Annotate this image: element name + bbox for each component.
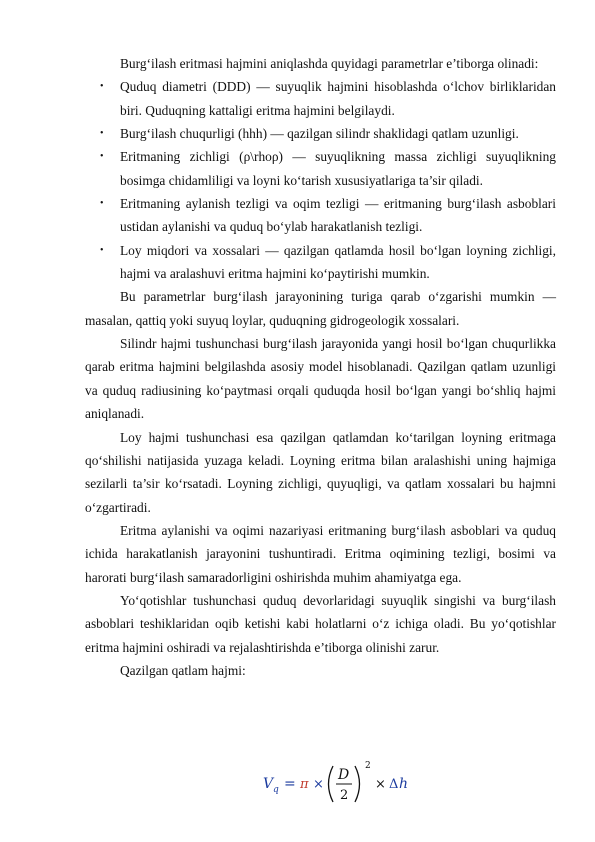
clay-volume-paragraph: Loy hajmi tushunchasi esa qazilgan qatlamdan ko‘tarilgan loyning eritmaga qo‘shilishi natijasida yuzaga keladi. Loyning eritma bilan aralashishi uning hajmiga sezilarli ta’sir ko‘rsatadi. Loyning zichligi, quyuqligi, va qatlam xossalari bu hajmni o‘zgartiradi. [85, 429, 556, 515]
list-item [85, 239, 556, 286]
right-paren-icon [355, 766, 360, 802]
parameter-list [85, 75, 556, 285]
list-item-text: Loy miqdori va xossalari — qazilgan qatlamda hosil bo‘lgan loyning zichligi, hajmi va aralashuvi eritma hajmini ko‘paytirishi mumkin. [120, 242, 556, 282]
list-item [85, 145, 556, 192]
cylinder-volume-paragraph: Silindr hajmi tushunchasi burg‘ilash jarayonida yangi hosil bo‘lgan chuqurlikka qarab eritma hajmini belgilashda asosiy model hisoblanadi. Qazilgan qatlam uzunligi va quduq radiusining ko‘paytmasi orqali quduqda hosil bo‘lgan yangi bo‘shliq hajmi aniqlanadi. [85, 336, 556, 422]
bullet-icon: • [100, 151, 104, 163]
formula-delta: Δ [389, 777, 399, 792]
list-item [85, 192, 556, 239]
formula-exponent: 2 [365, 761, 371, 771]
losses-paragraph: Yo‘qotishlar tushunchasi quduq devorlaridagi suyuqlik singishi va burg‘ilash asboblari teshiklaridan oqib ketishi kabi holatlarni o‘z ichiga oladi. Bu yo‘qotishlar eritma hajmini oshiradi va rejalashtirishda e’tiborga olinishi zarur. [85, 592, 556, 655]
formula-equals: = [284, 776, 296, 792]
formula-times-2: × [375, 777, 386, 792]
list-item [85, 75, 556, 122]
formula-times-1: × [313, 777, 324, 792]
bullet-icon: • [100, 81, 104, 93]
list-item-text: Burg‘ilash chuqurligi (hhh) — qazilgan silindr shaklidagi qatlam uzunligi. [120, 126, 519, 142]
list-item-text: Eritmaning aylanish tezligi va oqim tezligi — eritmaning burg‘ilash asboblari ustidan aylanishi va quduq bo‘ylab harakatlanish tezligi. [120, 196, 556, 235]
formula-lhs: V [263, 776, 274, 792]
formula-pi: π [300, 777, 309, 792]
document-body [85, 52, 556, 682]
formula-h: h [399, 776, 409, 792]
parameters-note-paragraph: Bu parametrlar burg‘ilash jarayonining turiga qarab o‘zgarishi mumkin — masalan, qattiq yoki suyuq loylar, quduqning gidrogeologik xossalari. [85, 289, 556, 328]
left-paren-icon [329, 766, 334, 802]
list-item [85, 122, 556, 145]
formula-numerator: D [338, 767, 350, 783]
list-item-text: Quduq diametri (DDD) — suyuqlik hajmini hisoblashda o‘lchov birliklaridan biri. Quduqning kattaligi eritma hajmini belgilaydi. [120, 79, 556, 118]
formula-lhs-subscript: q [273, 785, 279, 795]
formula-denominator: 2 [340, 788, 349, 803]
circulation-paragraph: Eritma aylanishi va oqimi nazariyasi eritmaning burg‘ilash asboblari va quduq ichida harakatlanish jarayonini tushuntiradi. Eritma oqimining tezligi, bosimi va harorati burg‘ilash samaradorligini oshirishda muhim ahamiyatga ega. [85, 522, 556, 585]
bullet-icon: • [100, 198, 104, 210]
list-item-text: Eritmaning zichligi (ρ\rhoρ) — suyuqlikning massa zichligi suyuqlikning bosimga chidamliligi va loyni ko‘tarish xususiyatlariga ta’sir qiladi. [120, 149, 556, 188]
volume-formula [263, 760, 443, 810]
formula-intro-paragraph: Qazilgan qatlam hajmi: [120, 662, 246, 678]
intro-paragraph: Burg‘ilash eritmasi hajmini aniqlashda quyidagi parametrlar e’tiborga olinadi: [120, 56, 539, 71]
formula-svg [263, 760, 443, 810]
bullet-icon: • [100, 128, 104, 140]
bullet-icon: • [100, 244, 104, 256]
